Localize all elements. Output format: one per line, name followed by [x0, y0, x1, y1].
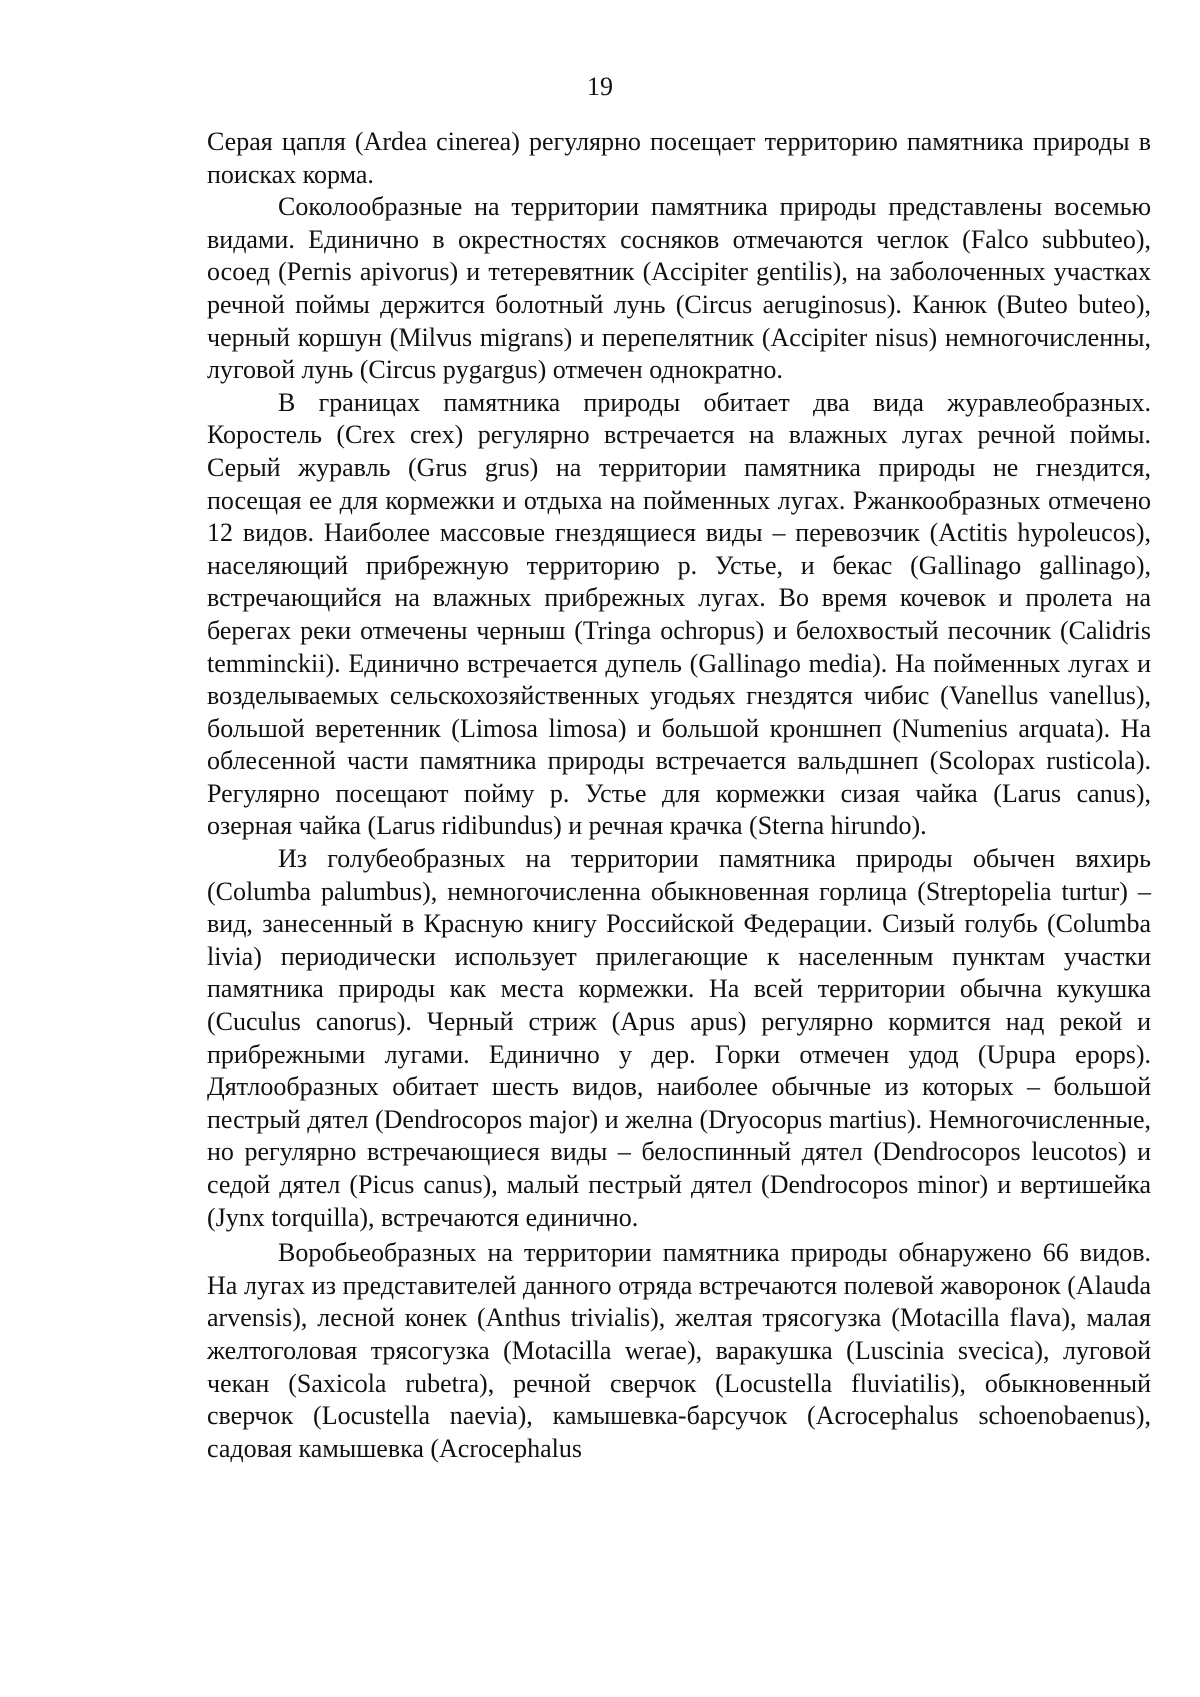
- paragraph-heron: Серая цапля (Ardea cinerea) регулярно посещает территорию памятника природы в поисках корма.: [207, 127, 1151, 189]
- paragraph-columbiformes-piciformes: Из голубеобразных на территории памятника природы обычен вяхирь (Columba palumbus), немногочисленна обыкновенная горлица (Streptopelia turtur) – вид, занесенный в Красную книгу Российской Федерации. Сизый голубь (Columba livia) периодически использует прилегающие к населенным пунктам участки памятника природы как места кормежки. На всей территории обычна кукушка (Cuculus canorus). Черный стриж (Apus apus) регулярно кормится над рекой и прибрежными лугами. Единично у дер. Горки отмечен удод (Upupa epops). Дятлообразных обитает шесть видов, наиболее обычные из которых – большой пестрый дятел (Dendrocopos major) и желна (Dryocopus martius). Немногочисленные, но регулярно встречающиеся виды – белоспинный дятел (Dendrocopos leucotos) и седой дятел (Picus canus), малый пестрый дятел (Dendrocopos minor) и вертишейка (Jynx torquilla), встречаются единично.: [207, 844, 1151, 1232]
- paragraph-falconiformes: Соколообразные на территории памятника природы представлены восемью видами. Единично в окрестностях сосняков отмечаются чеглок (Falco subbuteo), осоед (Pernis apivorus) и тетеревятник (Accipiter gentilis), на заболоченных участках речной поймы держится болотный лунь (Circus aeruginosus). Канюк (Buteo buteo), черный коршун (Milvus migrans) и перепелятник (Accipiter nisus) немногочисленны, луговой лунь (Circus pygargus) отмечен однократно.: [207, 192, 1151, 385]
- body-text: [207, 126, 1151, 1465]
- paragraph-passeriformes: Воробьеобразных на территории памятника природы обнаружено 66 видов. На лугах из представителей данного отряда встречаются полевой жаворонок (Alauda arvensis), лесной конек (Anthus trivialis), желтая трясогузка (Motacilla flava), малая желтоголовая трясогузка (Motacilla werae), варакушка (Luscinia svecica), луговой чекан (Saxicola rubetra), речной сверчок (Locustella fluviatilis), обыкновенный сверчок (Locustella naevia), камышевка-барсучок (Acrocephalus schoenobaenus), садовая камышевка (Acrocephalus: [207, 1238, 1151, 1463]
- page-number: 19: [587, 72, 613, 101]
- paragraph-gruiformes-charadriiformes: В границах памятника природы обитает два вида журавлеобразных. Коростель (Crex crex) регулярно встречается на влажных лугах речной поймы. Серый журавль (Grus grus) на территории памятника природы не гнездится, посещая ее для кормежки и отдыха на пойменных лугах. Ржанкообразных отмечено 12 видов. Наиболее массовые гнездящиеся виды – перевозчик (Actitis hypoleucos), населяющий прибрежную территорию р. Устье, и бекас (Gallinago gallinago), встречающийся на влажных прибрежных лугах. Во время кочевок и пролета на берегах реки отмечены черныш (Tringa ochropus) и белохвостый песочник (Calidris temminckii). Единично встречается дупель (Gallinago media). На пойменных лугах и возделываемых сельскохозяйственных угодьях гнездятся чибис (Vanellus vanellus), большой веретенник (Limosa limosa) и большой кроншнеп (Numenius arquata). На облесенной части памятника природы встречается вальдшнеп (Scolopax rusticola). Регулярно посещают пойму р. Устье для кормежки сизая чайка (Larus canus), озерная чайка (Larus ridibundus) и речная крачка (Sterna hirundo).: [207, 387, 1151, 841]
